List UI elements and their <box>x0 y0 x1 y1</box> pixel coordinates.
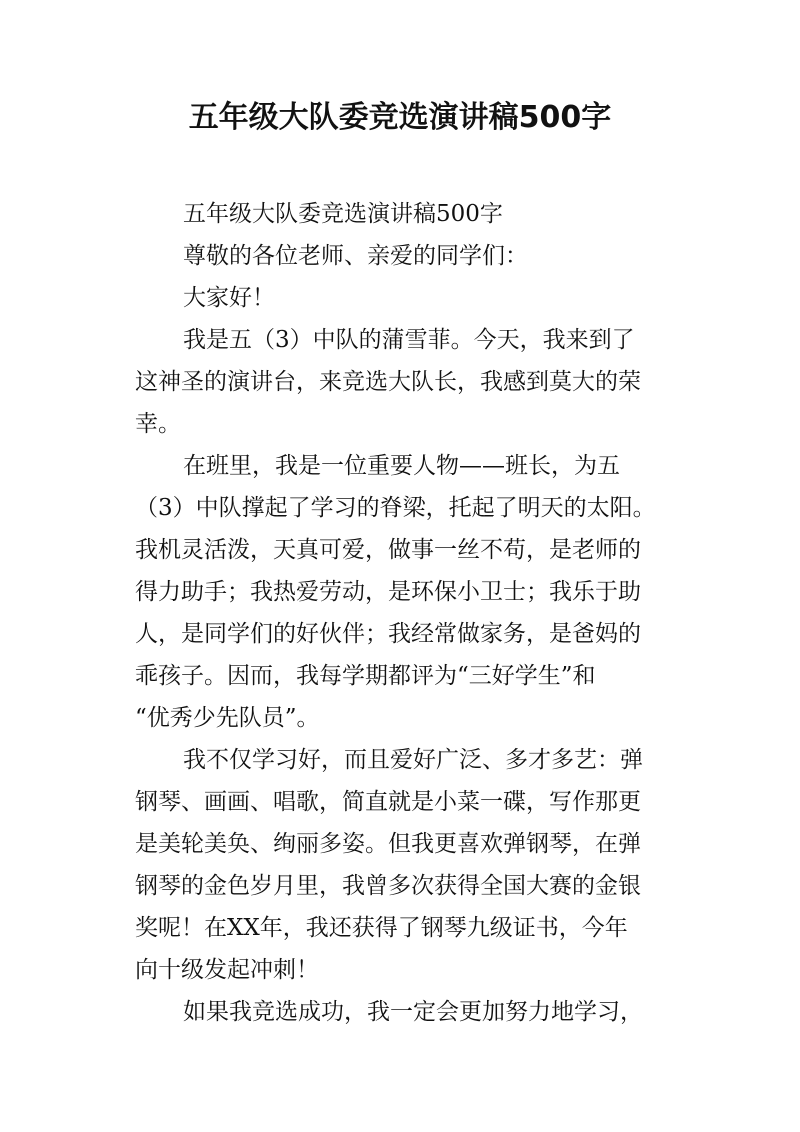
text-line: 是美轮美奂、绚丽多姿。但我更喜欢弹钢琴，在弹 <box>135 831 641 857</box>
text-line: 我是五（3）中队的蒲雪菲。今天，我来到了 <box>183 327 635 353</box>
text-line: 我机灵活泼，天真可爱，做事一丝不苟，是老师的 <box>135 537 641 563</box>
text-line: 钢琴、画画、唱歌，简直就是小菜一碟，写作那更 <box>135 789 641 815</box>
text-line: 在班里，我是一位重要人物——班长，为五 <box>183 453 620 479</box>
text-line: 奖呢！在XX年，我还获得了钢琴九级证书，今年 <box>135 915 628 941</box>
document-title: 五年级大队委竞选演讲稿500字 <box>188 100 612 135</box>
document-body <box>135 193 675 1033</box>
text-line: 人，是同学们的好伙伴；我经常做家务，是爸妈的 <box>135 621 641 647</box>
text-line: （3）中队撑起了学习的脊梁，托起了明天的太阳。 <box>135 495 656 521</box>
text-line: 大家好！ <box>183 285 275 311</box>
text-line: 五年级大队委竞选演讲稿500字 <box>183 201 503 227</box>
text-line: 如果我竞选成功，我一定会更加努力地学习， <box>183 999 643 1025</box>
text-line: 得力助手；我热爱劳动，是环保小卫士；我乐于助 <box>135 579 641 605</box>
text-line: 乖孩子。因而，我每学期都评为“三好学生”和 <box>135 663 596 689</box>
text-line: 我不仅学习好，而且爱好广泛、多才多艺：弹 <box>183 747 643 773</box>
text-line: 幸。 <box>135 411 181 437</box>
text-line: 尊敬的各位老师、亲爱的同学们： <box>183 243 528 269</box>
text-line: 向十级发起冲刺！ <box>135 957 319 983</box>
text-line: 这神圣的演讲台，来竞选大队长，我感到莫大的荣 <box>135 369 641 395</box>
text-line: “优秀少先队员”。 <box>135 705 320 731</box>
text-line: 钢琴的金色岁月里，我曾多次获得全国大赛的金银 <box>135 873 641 899</box>
